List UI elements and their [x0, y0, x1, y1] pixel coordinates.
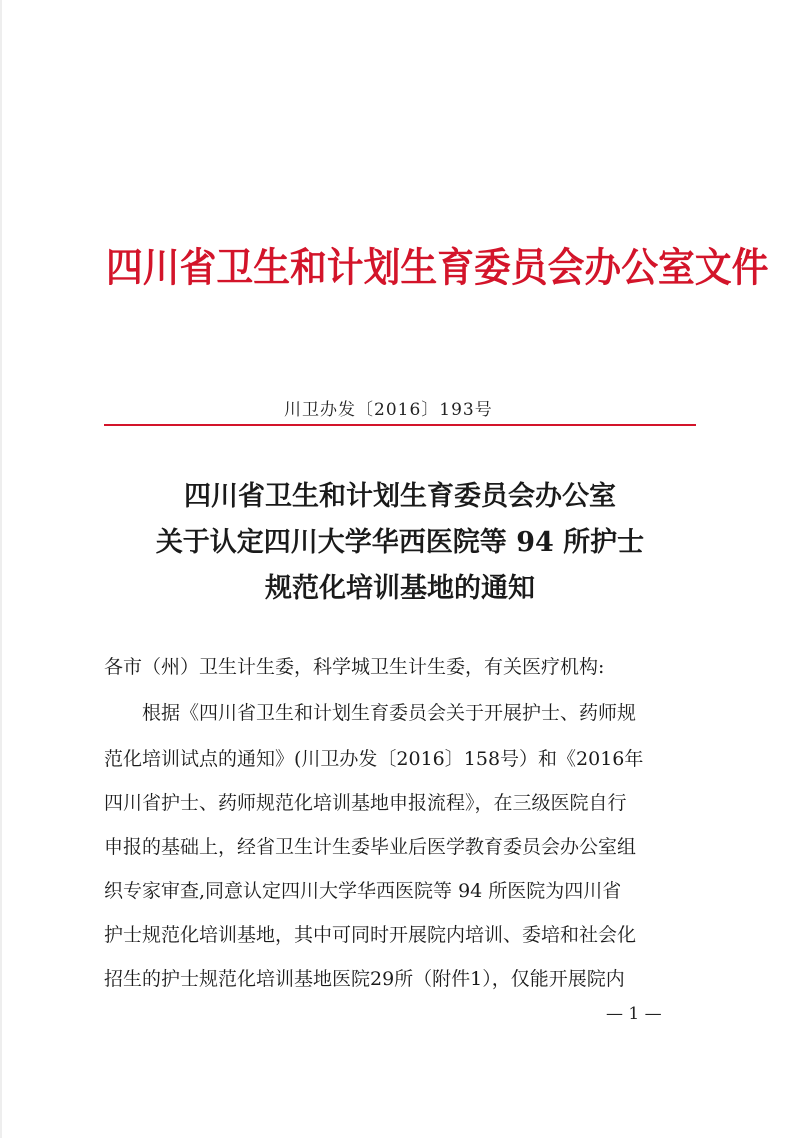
notice-title-line-1: 四川省卫生和计划生育委员会办公室 — [184, 481, 616, 512]
body-line-8: 招生的护士规范化培训基地医院29所（附件1），仅能开展院内 — [104, 968, 625, 990]
document-header-title: 四川省卫生和计划生育委员会办公室文件 — [106, 245, 769, 291]
body-line-7: 护士规范化培训基地，其中可同时开展院内培训、委培和社会化 — [104, 924, 637, 946]
notice-title-line-3: 规范化培训基地的通知 — [265, 573, 535, 604]
body-line-3: 范化培训试点的通知》(川卫办发〔2016〕158号）和《2016年 — [104, 748, 644, 770]
notice-title-line-2: 关于认定四川大学华西医院等 94 所护士 — [155, 527, 645, 558]
document-number: 川卫办发〔2016〕193号 — [284, 400, 493, 420]
scan-edge — [0, 0, 2, 1138]
header-divider — [104, 424, 696, 426]
body-line-2: 根据《四川省卫生和计划生育委员会关于开展护士、药师规 — [104, 702, 637, 724]
body-line-6: 织专家审查,同意认定四川大学华西医院等 94 所医院为四川省 — [104, 880, 622, 902]
body-line-5: 申报的基础上，经省卫生计生委毕业后医学教育委员会办公室组 — [104, 836, 637, 858]
body-line-1: 各市（州）卫生计生委，科学城卫生计生委，有关医疗机构: — [104, 656, 605, 678]
body-line-4: 四川省护士、药师规范化培训基地申报流程》，在三级医院自行 — [104, 792, 627, 814]
page-number: — 1 — — [606, 1004, 662, 1024]
